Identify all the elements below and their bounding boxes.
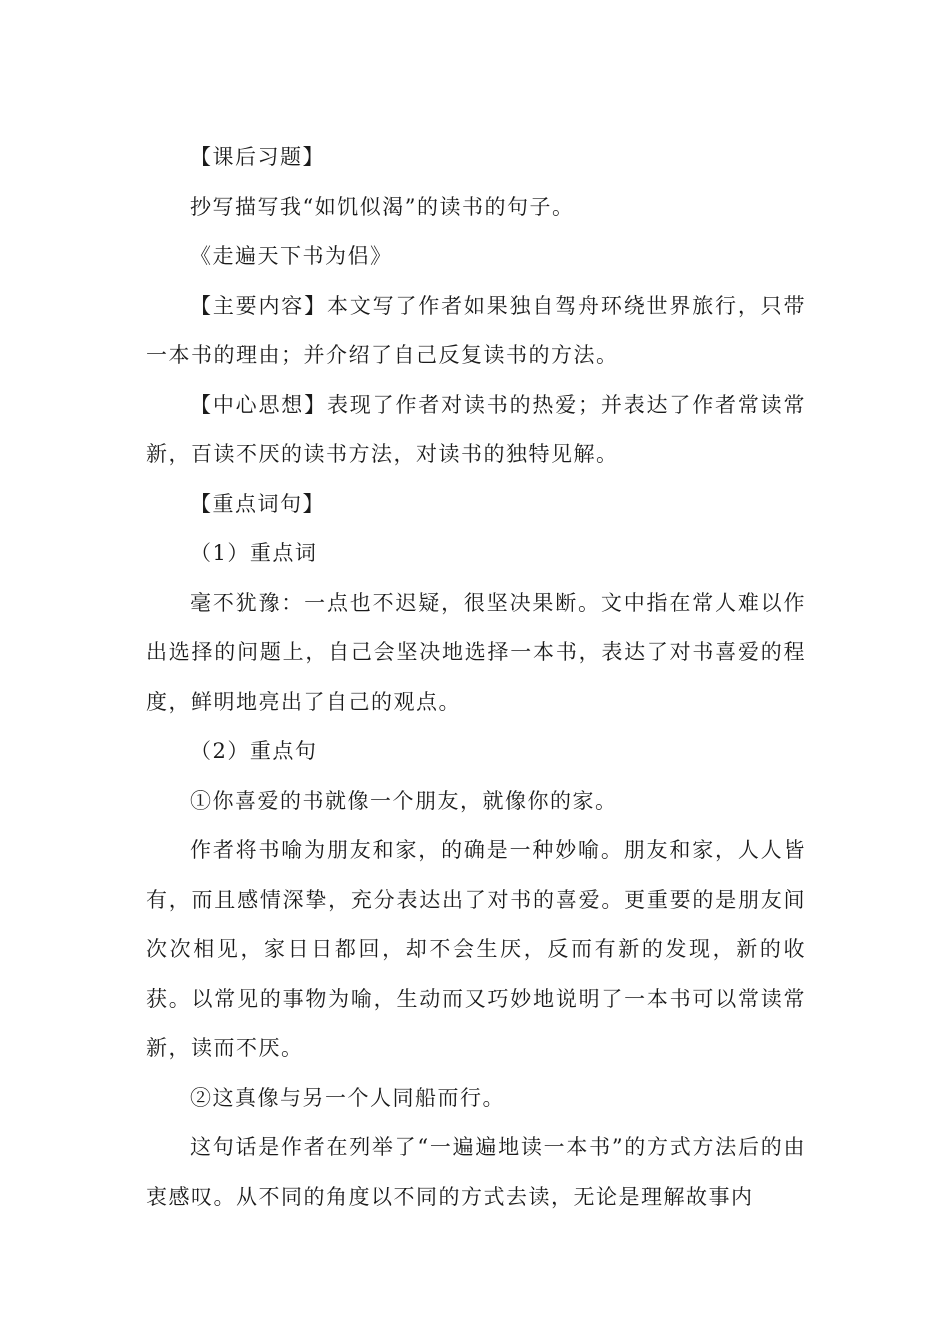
key-sentence-1-analysis: 作者将书喻为朋友和家，的确是一种妙喻。朋友和家，人人皆有，而且感情深挚，充分表达出了对书的喜爱。更重要的是朋友间次次相见，家日日都回，却不会生厌，反而有新的发现，新的收获。以常见的事物为喻，生动而又巧妙地说明了一本书可以常读常新，读而不厌。 bbox=[146, 838, 806, 1060]
document-body bbox=[146, 133, 806, 1222]
exercise-text: 抄写描写我“如饥似渴”的读书的句子。 bbox=[190, 194, 575, 219]
central-idea-paragraph: 【中心思想】表现了作者对读书的热爱；并表达了作者常读常新，百读不厌的读书方法，对读书的独特见解。 bbox=[146, 392, 806, 466]
key-sentence-1: ①你喜爱的书就像一个朋友，就像你的家。 bbox=[190, 788, 618, 813]
key-sentence-2: ②这真像与另一个人同船而行。 bbox=[190, 1085, 505, 1110]
key-word-explanation: 毫不犹豫：一点也不迟疑，很坚决果断。文中指在常人难以作出选择的问题上，自己会坚决地选择一本书，表达了对书喜爱的程度，鲜明地亮出了自己的观点。 bbox=[146, 590, 806, 714]
subheading-key-sentences: （2）重点句 bbox=[190, 739, 318, 763]
key-sentence-2-analysis: 这句话是作者在列举了“一遍遍地读一本书”的方式方法后的由衷感叹。从不同的角度以不同的方式去读，无论是理解故事内 bbox=[146, 1135, 806, 1209]
subheading-key-words: （1）重点词 bbox=[190, 541, 318, 565]
heading-after-class-exercise: 【课后习题】 bbox=[190, 145, 325, 169]
lesson-title: 《走遍天下书为侣》 bbox=[190, 244, 393, 268]
main-content-paragraph: 【主要内容】本文写了作者如果独自驾舟环绕世界旅行，只带一本书的理由；并介绍了自己反复读书的方法。 bbox=[146, 293, 806, 367]
heading-key-words: 【重点词句】 bbox=[190, 491, 325, 516]
